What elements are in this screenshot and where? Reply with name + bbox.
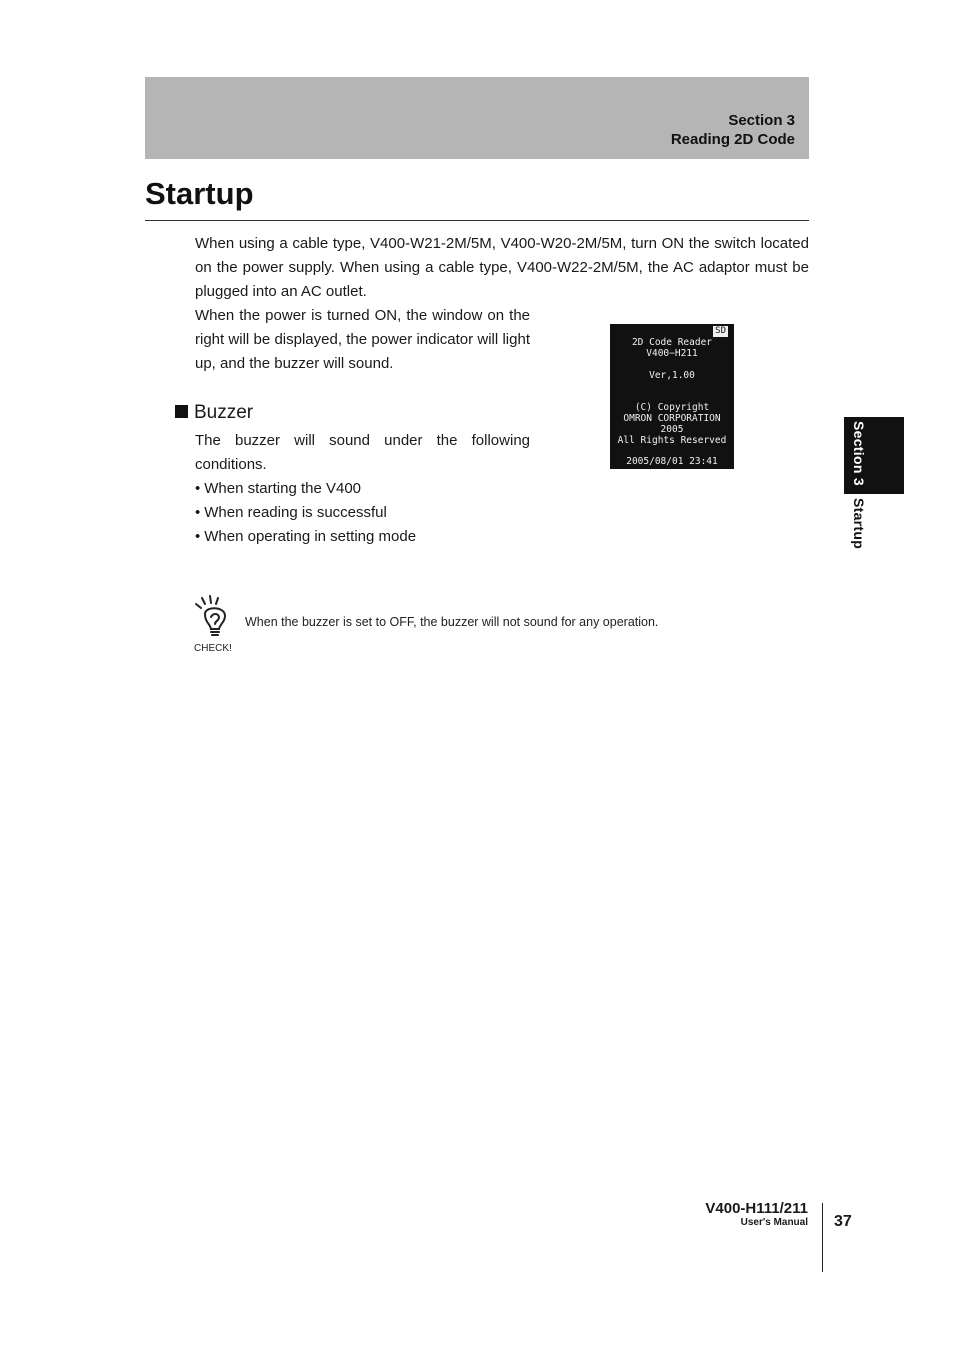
- list-item-text: When starting the V400: [204, 480, 362, 497]
- lcd-line: V400−H211: [646, 348, 698, 359]
- side-tab-name: Startup: [851, 498, 867, 550]
- header-band: [145, 77, 809, 159]
- lcd-line: 2005: [660, 424, 684, 435]
- list-item: [195, 525, 416, 549]
- lcd-line: All Rights Reserved: [617, 435, 727, 446]
- sd-card-icon: SD: [715, 326, 726, 336]
- list-item: [195, 477, 416, 501]
- lcd-line: OMRON CORPORATION: [623, 413, 721, 424]
- side-tab-text: [851, 421, 867, 549]
- lcd-line: 2005/08/01 23:41: [626, 456, 718, 467]
- square-bullet-icon: [175, 405, 188, 418]
- bullet-icon: •: [195, 528, 201, 545]
- page-number: 37: [834, 1213, 852, 1230]
- footer-divider: [822, 1203, 823, 1272]
- lcd-line: Ver,1.00: [649, 370, 695, 381]
- header-section-title: Reading 2D Code: [670, 131, 795, 148]
- bullet-icon: •: [195, 504, 201, 521]
- side-tab-section: Section 3: [851, 421, 867, 486]
- lcd-line: 2D Code Reader: [631, 337, 713, 348]
- page-title: Startup: [145, 176, 254, 211]
- list-item-text: When operating in setting mode: [204, 528, 417, 545]
- header-section-label: [671, 111, 795, 149]
- buzzer-heading-text: Buzzer: [194, 402, 254, 423]
- check-label: CHECK!: [194, 643, 232, 654]
- lcd-line: (C) Copyright: [634, 402, 710, 413]
- buzzer-paragraph: The buzzer will sound under the following conditions.: [195, 432, 530, 473]
- intro-paragraph: When using a cable type, V400-W21-2M/5M, V400-W20-2M/5M, turn ON the switch located on the power supply. When using a cable type, V400-W22-2M/5M, the AC adaptor must be plugged into an AC outlet.: [195, 235, 809, 300]
- buzzer-heading: [175, 402, 253, 424]
- footer-model: V400-H111/211: [705, 1200, 808, 1217]
- check-note: When the buzzer is set to OFF, the buzzer will not sound for any operation.: [245, 615, 659, 629]
- title-divider: [145, 220, 809, 221]
- list-item-text: When reading is successful: [204, 504, 387, 521]
- power-paragraph: When the power is turned ON, the window on the right will be displayed, the power indicator will light up, and the buzzer will sound.: [195, 307, 530, 372]
- footer-manual: User's Manual: [740, 1217, 808, 1228]
- list-item: [195, 501, 416, 525]
- bullet-icon: •: [195, 480, 201, 497]
- lcd-startup-screen: [610, 324, 734, 469]
- buzzer-conditions-list: [195, 477, 416, 549]
- header-section: Section 3: [728, 112, 795, 129]
